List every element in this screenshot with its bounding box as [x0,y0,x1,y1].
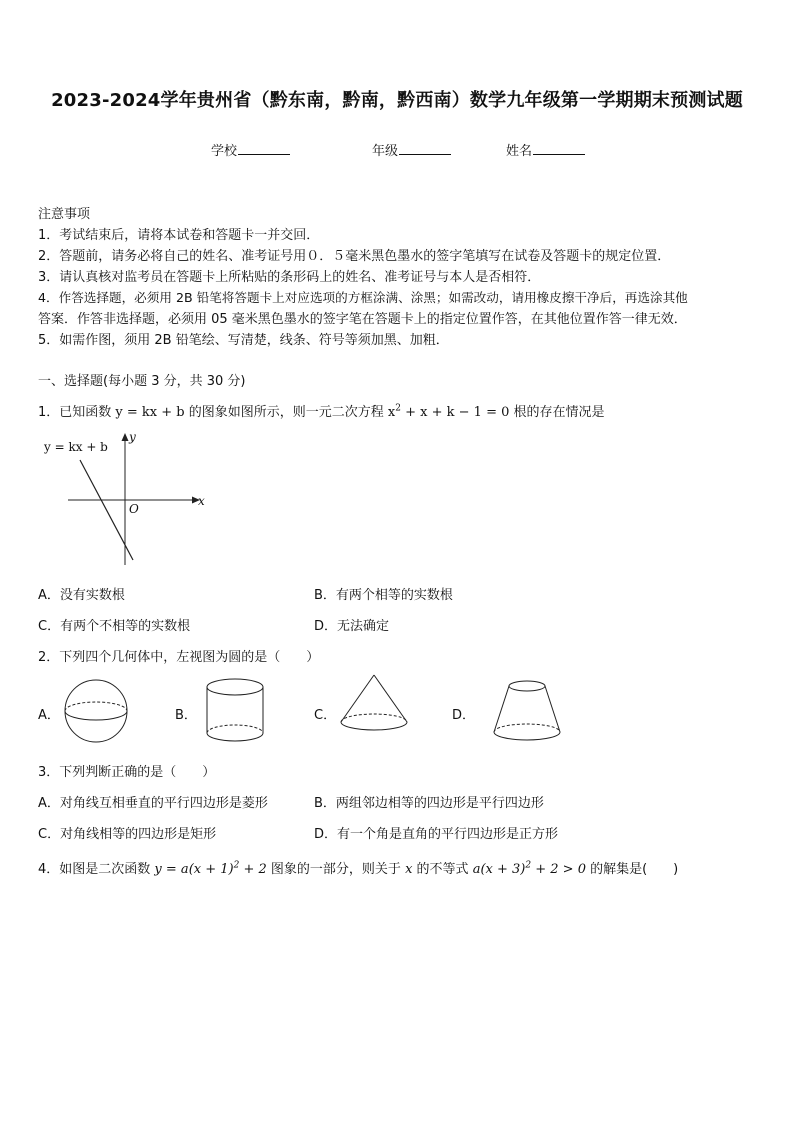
q2-option-b-label[interactable]: B． [175,708,197,723]
question-4-stem [38,858,678,877]
q1-option-a[interactable]: A．没有实数根 [38,588,125,603]
x-axis-label: x [198,494,205,508]
field-label-name: 姓名 [506,144,533,159]
q1-mid: 的图象如图所示，则一元二次方程 [188,405,384,420]
q1-option-b[interactable]: B．有两个相等的实数根 [314,588,453,603]
q4-variable: x [405,862,413,877]
q3-option-c[interactable]: C．对角线相等的四边形是矩形 [38,827,217,842]
sphere-icon [65,680,127,742]
y-axis-label: y [129,430,136,444]
notice-item: 3．请认真核对监考员在答题卡上所粘贴的条形码上的姓名、准考证号与本人是否相符． [38,270,541,285]
q1-function: y = kx + b [115,405,185,420]
notice-item: 5．如需作图，须用 2B 铅笔绘、写清楚，线条、符号等须加黑、加粗． [38,333,449,348]
q4-function: $y = a(x + 1)^2 + 2$ [154,860,267,877]
q4-mid2: 的不等式 [416,862,469,877]
question-2-stem: 2．下列四个几何体中，左视图为圆的是（ ） [38,650,320,665]
notice-item: 1．考试结束后，请将本试卷和答题卡一并交回． [38,228,320,243]
q3-option-a[interactable]: A．对角线互相垂直的平行四边形是菱形 [38,796,268,811]
q1-option-d[interactable]: D．无法确定 [314,619,390,634]
q4-inequality: $a(x + 3)^2 + 2 > 0$ [472,860,586,877]
q2-option-d-label[interactable]: D． [452,708,476,723]
q3-option-d[interactable]: D．有一个角是直角的平行四边形是正方形 [314,827,559,842]
q3-option-b[interactable]: B．两组邻边相等的四边形是平行四边形 [314,796,544,811]
cone-icon [341,675,407,730]
q2-option-a-label[interactable]: A． [38,708,60,723]
notice-item: 答案．作答非选择题，必须用 05 毫米黑色墨水的签字笔在答题卡上的指定位置作答，在其他位置作答一律无效． [38,312,687,327]
q2-option-c-label[interactable]: C． [314,708,337,723]
q4-prefix: 4．如图是二次函数 [38,862,151,877]
section-heading: 一、选择题(每小题 3 分，共 30 分) [38,374,246,389]
origin-label: O [129,502,139,516]
q4-mid: 图象的一部分，则关于 [270,862,401,877]
page-title: 2023-2024学年贵州省（黔东南，黔南，黔西南）数学九年级第一学期期末预测试题 [51,90,743,111]
notice-item: 4．作答选择题，必须用 2B 铅笔将答题卡上对应选项的方框涂满、涂黑；如需改动，请用橡皮擦干净后，再选涂其他 [38,290,688,305]
q1-option-c[interactable]: C．有两个不相等的实数根 [38,619,191,634]
graph-function-label: y = kx + b [44,440,108,454]
q4-suffix: 的解集是( ) [590,862,679,877]
cylinder-icon [207,679,263,741]
question-3-stem: 3．下列判断正确的是（ ） [38,765,216,780]
q1-equation: $x^2 + x + k - 1 = 0$ [387,403,510,420]
notice-item: 2．答题前，请务必将自己的姓名、准考证号用０．５毫米黑色墨水的签字笔填写在试卷及答题卡的规定位置． [38,249,671,264]
field-label-grade: 年级 [372,144,399,159]
q1-suffix: 根的存在情况是 [513,405,605,420]
notice-heading: 注意事项 [38,207,91,222]
field-label-school: 学校 [211,144,238,159]
q1-prefix: 1．已知函数 [38,405,112,420]
frustum-icon [494,681,560,740]
